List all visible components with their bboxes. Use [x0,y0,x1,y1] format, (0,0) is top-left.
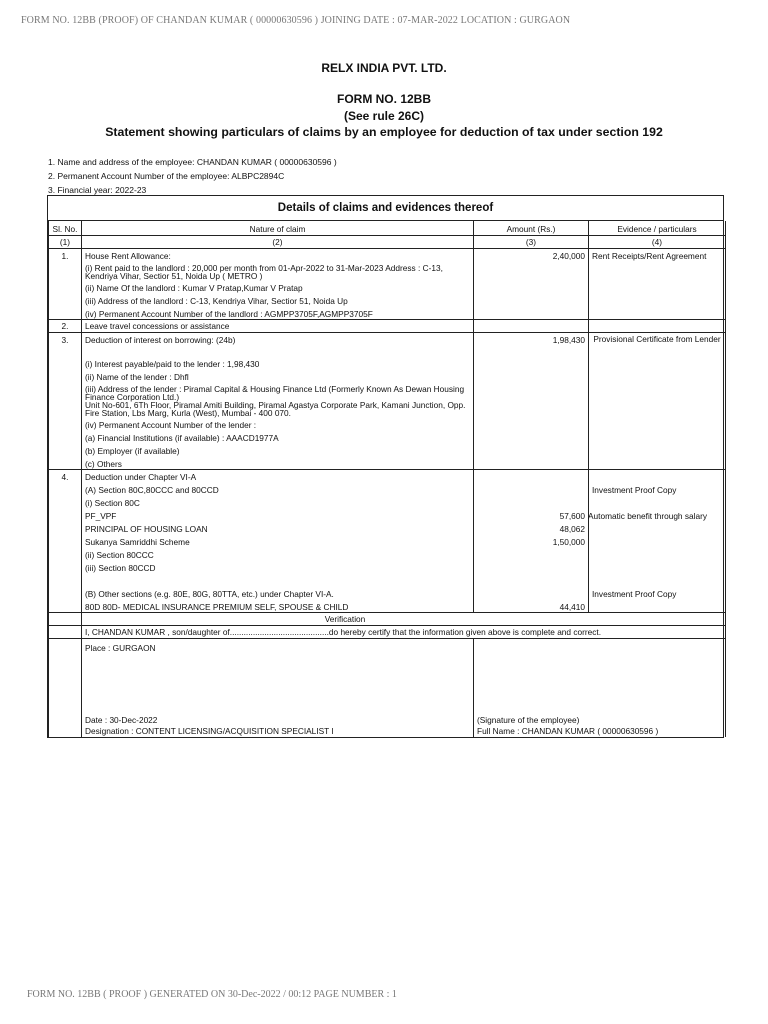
table-row-interest [49,333,726,470]
hra-evidence: Rent Receipts/Rent Agreement [589,249,726,320]
verification-sign-row [49,639,726,716]
via-row-evidence [592,472,722,482]
via-row-evidence [592,563,722,573]
chapter-via-details [82,470,474,613]
sign-date: Date : 30-Dec-2022 [82,715,474,725]
verification-name-row [49,725,726,737]
via-row-amount [477,589,585,599]
col-number-1: (1) [49,236,82,249]
verification-date-row [49,715,726,725]
via-row-label: 80D 80D- MEDICAL INSURANCE PREMIUM SELF, SPOUSE & CHILD [85,602,349,612]
lender-pan-title: (iv) Permanent Account Number of the lender : [85,420,257,430]
via-row-evidence [592,498,722,508]
via-row-label: (A) Section 80C,80CCC and 80CCD [85,485,219,495]
interest-amount: 1,98,430 [474,333,589,470]
lender-name: (ii) Name of the lender : Dhfl [85,372,189,382]
via-row-label: Sukanya Samriddhi Scheme [85,537,190,547]
verification-blank [49,626,82,639]
lta-evidence [589,320,726,333]
lta-amount [474,320,589,333]
via-row-amount [477,563,585,573]
table-row-chapter-via [49,470,726,613]
interest-title: Deduction of interest on borrowing: (24b) [85,335,236,345]
page-footer-line: FORM NO. 12BB ( PROOF ) GENERATED ON 30-Dec-2022 / 00:12 PAGE NUMBER : 1 [27,989,397,1000]
verification-blank [49,715,82,725]
via-row-amount: 44,410 [559,602,585,612]
verification-left [82,639,474,716]
via-row-amount [477,472,585,482]
column-number-row [49,236,726,249]
claims-table-title: Details of claims and evidences thereof [48,196,723,221]
employee-name-address: 1. Name and address of the employee: CHANDAN KUMAR ( 00000630596 ) [48,157,337,167]
hra-landlord-pan: (iv) Permanent Account Number of the landlord : AGMPP3705F,AGMPP3705F [85,309,373,319]
sl-no: 1. [49,249,82,320]
employee-signature: (Signature of the employee) [474,715,726,725]
lender-address-detail: Unit No-601, 6Th Floor, Piramal Amiti Building, Piramal Agastya Corporate Park, Kamani Junction, Opp. Fire Station, Lbs Marg, Kurla (West), Mumbai - 400 070. [85,400,466,418]
via-row-label: (B) Other sections (e.g. 80E, 80G, 80TTA, etc.) under Chapter VI-A. [85,589,334,599]
form-rule: (See rule 26C) [343,109,425,123]
via-row-label: PF_VPF [85,511,117,521]
via-row-evidence: Automatic benefit through salary [588,511,707,521]
via-row-label: Deduction under Chapter VI-A [85,472,197,482]
lender-address: (iii) Address of the lender : Piramal Capital & Housing Finance Ltd (Formerly Known As Dewan Housing Finance Corporation Ltd.) [85,384,465,402]
hra-title: House Rent Allowance: [85,251,171,261]
via-row-label: (iii) Section 80CCD [85,563,156,573]
via-row-amount [477,498,585,508]
employee-pan: 2. Permanent Account Number of the employee: ALBPC2894C [48,171,285,181]
verification-blank [49,639,82,716]
sl-no: 3. [49,333,82,470]
lta-label: Leave travel concessions or assistance [82,320,474,333]
form-statement: Statement showing particulars of claims by an employee for deduction of tax under section 192 [105,125,663,139]
via-row-amount [477,576,585,586]
via-row-amount [477,550,585,560]
via-row-label [85,576,470,586]
verification-title-row [49,613,726,626]
col-number-2: (2) [82,236,474,249]
header-nature-of-claim: Nature of claim [82,221,474,236]
table-header-row [49,221,726,236]
hra-amount: 2,40,000 [474,249,589,320]
header-evidence: Evidence / particulars [589,221,726,236]
lender-pan-fi: (a) Financial Institutions (if available) : AAACD1977A [85,433,279,443]
via-row-amount: 48,062 [559,524,585,534]
via-row-evidence [592,576,722,586]
via-row-label: (i) Section 80C [85,498,140,508]
table-row-hra [49,249,726,320]
designation: Designation : CONTENT LICENSING/ACQUISITION SPECIALIST I [82,725,474,737]
hra-landlord-address: (iii) Address of the landlord : C-13, Kendriya Vihar, Sectior 51, Noida Up [85,296,348,306]
financial-year: 3. Financial year: 2022-23 [48,185,147,195]
claims-table [47,195,724,738]
header-sl-no: Sl. No. [49,221,82,236]
employee-full-name: Full Name : CHANDAN KUMAR ( 00000630596 ) [474,725,726,737]
via-row-evidence [592,537,722,547]
verification-blank [49,613,82,626]
col-number-4: (4) [589,236,726,249]
via-row-evidence [592,602,722,612]
via-row-evidence [592,524,722,534]
sl-no: 4. [49,470,82,613]
sl-no: 2. [49,320,82,333]
table-row-lta [49,320,726,333]
via-row-evidence [592,550,722,560]
chapter-via-evidence [589,470,726,613]
header-amount: Amount (Rs.) [474,221,589,236]
lender-pan-others: (c) Others [85,459,122,469]
via-row-amount: 1,50,000 [552,537,585,547]
via-row-label: PRINCIPAL OF HOUSING LOAN [85,524,208,534]
hra-landlord-name: (ii) Name Of the landlord : Kumar V Pratap,Kumar V Pratap [85,283,303,293]
col-number-3: (3) [474,236,589,249]
via-row-amount: 57,600 [559,511,585,521]
company-name: RELX INDIA PVT. LTD. [321,61,447,75]
verification-title: Verification [82,613,726,626]
interest-payable: (i) Interest payable/paid to the lender : 1,98,430 [85,359,260,369]
chapter-via-amounts [474,470,589,613]
interest-details [82,333,474,470]
via-row-evidence: Investment Proof Copy [592,485,677,495]
verification-declaration-row [49,626,726,639]
via-row-amount [477,485,585,495]
hra-rent-paid: (i) Rent paid to the landlord : 20,000 per month from 01-Apr-2022 to 31-Mar-2023 Address : C-13, Kendriya Vihar, Sectior 51, Noida Up ( METRO ) [85,263,443,281]
verification-right [474,639,726,716]
place: Place : GURGAON [85,643,156,653]
interest-evidence: Provisional Certificate from Lender [589,333,726,470]
verification-blank [49,725,82,737]
verification-declaration: I, CHANDAN KUMAR , son/daughter of...........................................do hereby certify that the information given above is complete and correct. [82,626,726,639]
page-header-line: FORM NO. 12BB (PROOF) OF CHANDAN KUMAR ( 00000630596 ) JOINING DATE : 07-MAR-2022 LOCATION : GURGAON [21,15,571,26]
hra-details [82,249,474,320]
via-row-label: (ii) Section 80CCC [85,550,154,560]
via-row-evidence: Investment Proof Copy [592,589,677,599]
form-number: FORM NO. 12BB [336,92,431,106]
lender-pan-employer: (b) Employer (if available) [85,446,180,456]
